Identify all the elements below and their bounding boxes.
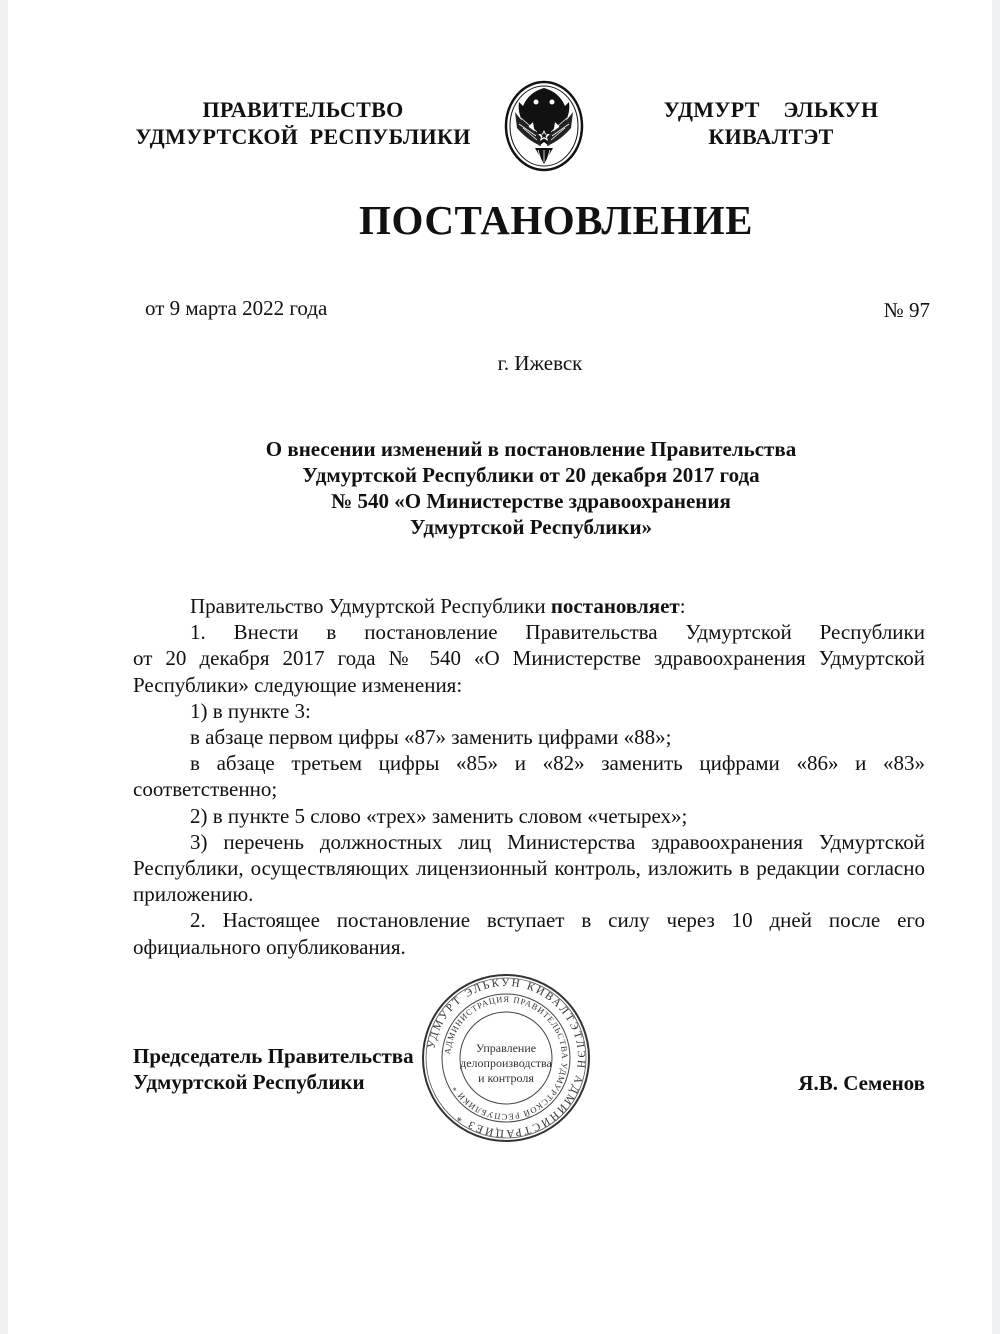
preamble-text: Правительство Удмуртской Республики	[190, 594, 551, 618]
header-right	[656, 96, 886, 150]
preamble-colon: :	[679, 594, 686, 618]
svg-text:УДМУРТ ЭЛЬКУН КИВАЛТЭТЛЭН АДМИ: УДМУРТ ЭЛЬКУН КИВАЛТЭТЛЭН АДМИНИСТРАЦИЕЗ *	[425, 976, 588, 1140]
header-right-line1: УДМУРТ ЭЛЬКУН	[663, 97, 879, 122]
subitem-1-b: в абзаце третьем цифры «85» и «82» заменить цифрами «86» и «83» соответственно;	[133, 751, 925, 802]
signatory-position	[133, 1043, 414, 1095]
signatory-position-line1: Председатель Правительства	[133, 1044, 414, 1068]
document-number: № 97	[883, 298, 930, 322]
heading-line: Удмуртской Республики»	[409, 515, 653, 539]
svg-text:делопроизводства: делопроизводства	[460, 1056, 552, 1070]
document-city: г. Ижевск	[497, 351, 583, 375]
document-page	[8, 0, 992, 1334]
header-left-line1: ПРАВИТЕЛЬСТВО	[202, 97, 404, 122]
subitem-1: 1) в пункте 3:	[190, 698, 311, 723]
item-1-rest: от 20 декабря 2017 года № 540 «О Министерстве здравоохранения Удмуртской Республики» следующие изменения:	[133, 646, 925, 697]
svg-text:Управление: Управление	[475, 1041, 537, 1055]
signatory-name: Я.В. Семенов	[798, 1071, 925, 1095]
official-stamp	[420, 972, 592, 1144]
udmurt-coat-of-arms-icon	[499, 76, 589, 176]
document-date: от 9 марта 2022 года	[145, 296, 328, 320]
svg-text:и контроля: и контроля	[478, 1071, 534, 1085]
header-left-line2: УДМУРТСКОЙ РЕСПУБЛИКИ	[135, 124, 471, 149]
document-body	[133, 593, 925, 960]
document-title: ПОСТАНОВЛЕНИЕ	[359, 197, 753, 243]
subitem-3: 3) перечень должностных лиц Министерства здравоохранения Удмуртской Республики, осуществляющих лицензионный контроль, изложить в редакции согласно приложению.	[133, 829, 925, 907]
item-1-lead: 1. Внести в постановление Правительства Удмуртской Республики	[190, 620, 925, 645]
subitem-2: 2) в пункте 5 слово «трех» заменить словом «четырех»;	[190, 803, 688, 828]
subitem-1-a: в абзаце первом цифры «87» заменить цифрами «88»;	[190, 725, 672, 750]
item-2: 2. Настоящее постановление вступает в силу через 10 дней после его официального опубликования.	[133, 908, 925, 959]
heading-line: № 540 «О Министерстве здравоохранения	[331, 489, 731, 513]
header-right-line2: КИВАЛТЭТ	[708, 124, 834, 149]
signatory-position-line2: Удмуртской Республики	[133, 1070, 365, 1094]
preamble	[133, 593, 925, 619]
preamble-verb: постановляет	[550, 594, 680, 618]
document-heading	[208, 436, 854, 540]
header-left	[108, 96, 498, 150]
heading-line: Удмуртской Республики от 20 декабря 2017 года	[302, 463, 760, 487]
heading-line: О внесении изменений в постановление Правительства	[265, 437, 797, 461]
svg-text:АДМИНИСТРАЦИЯ ПРАВИТЕЛЬСТВА УД: АДМИНИСТРАЦИЯ ПРАВИТЕЛЬСТВА УДМУРТСКОЙ РЕСПУБЛИКИ *	[442, 993, 571, 1123]
